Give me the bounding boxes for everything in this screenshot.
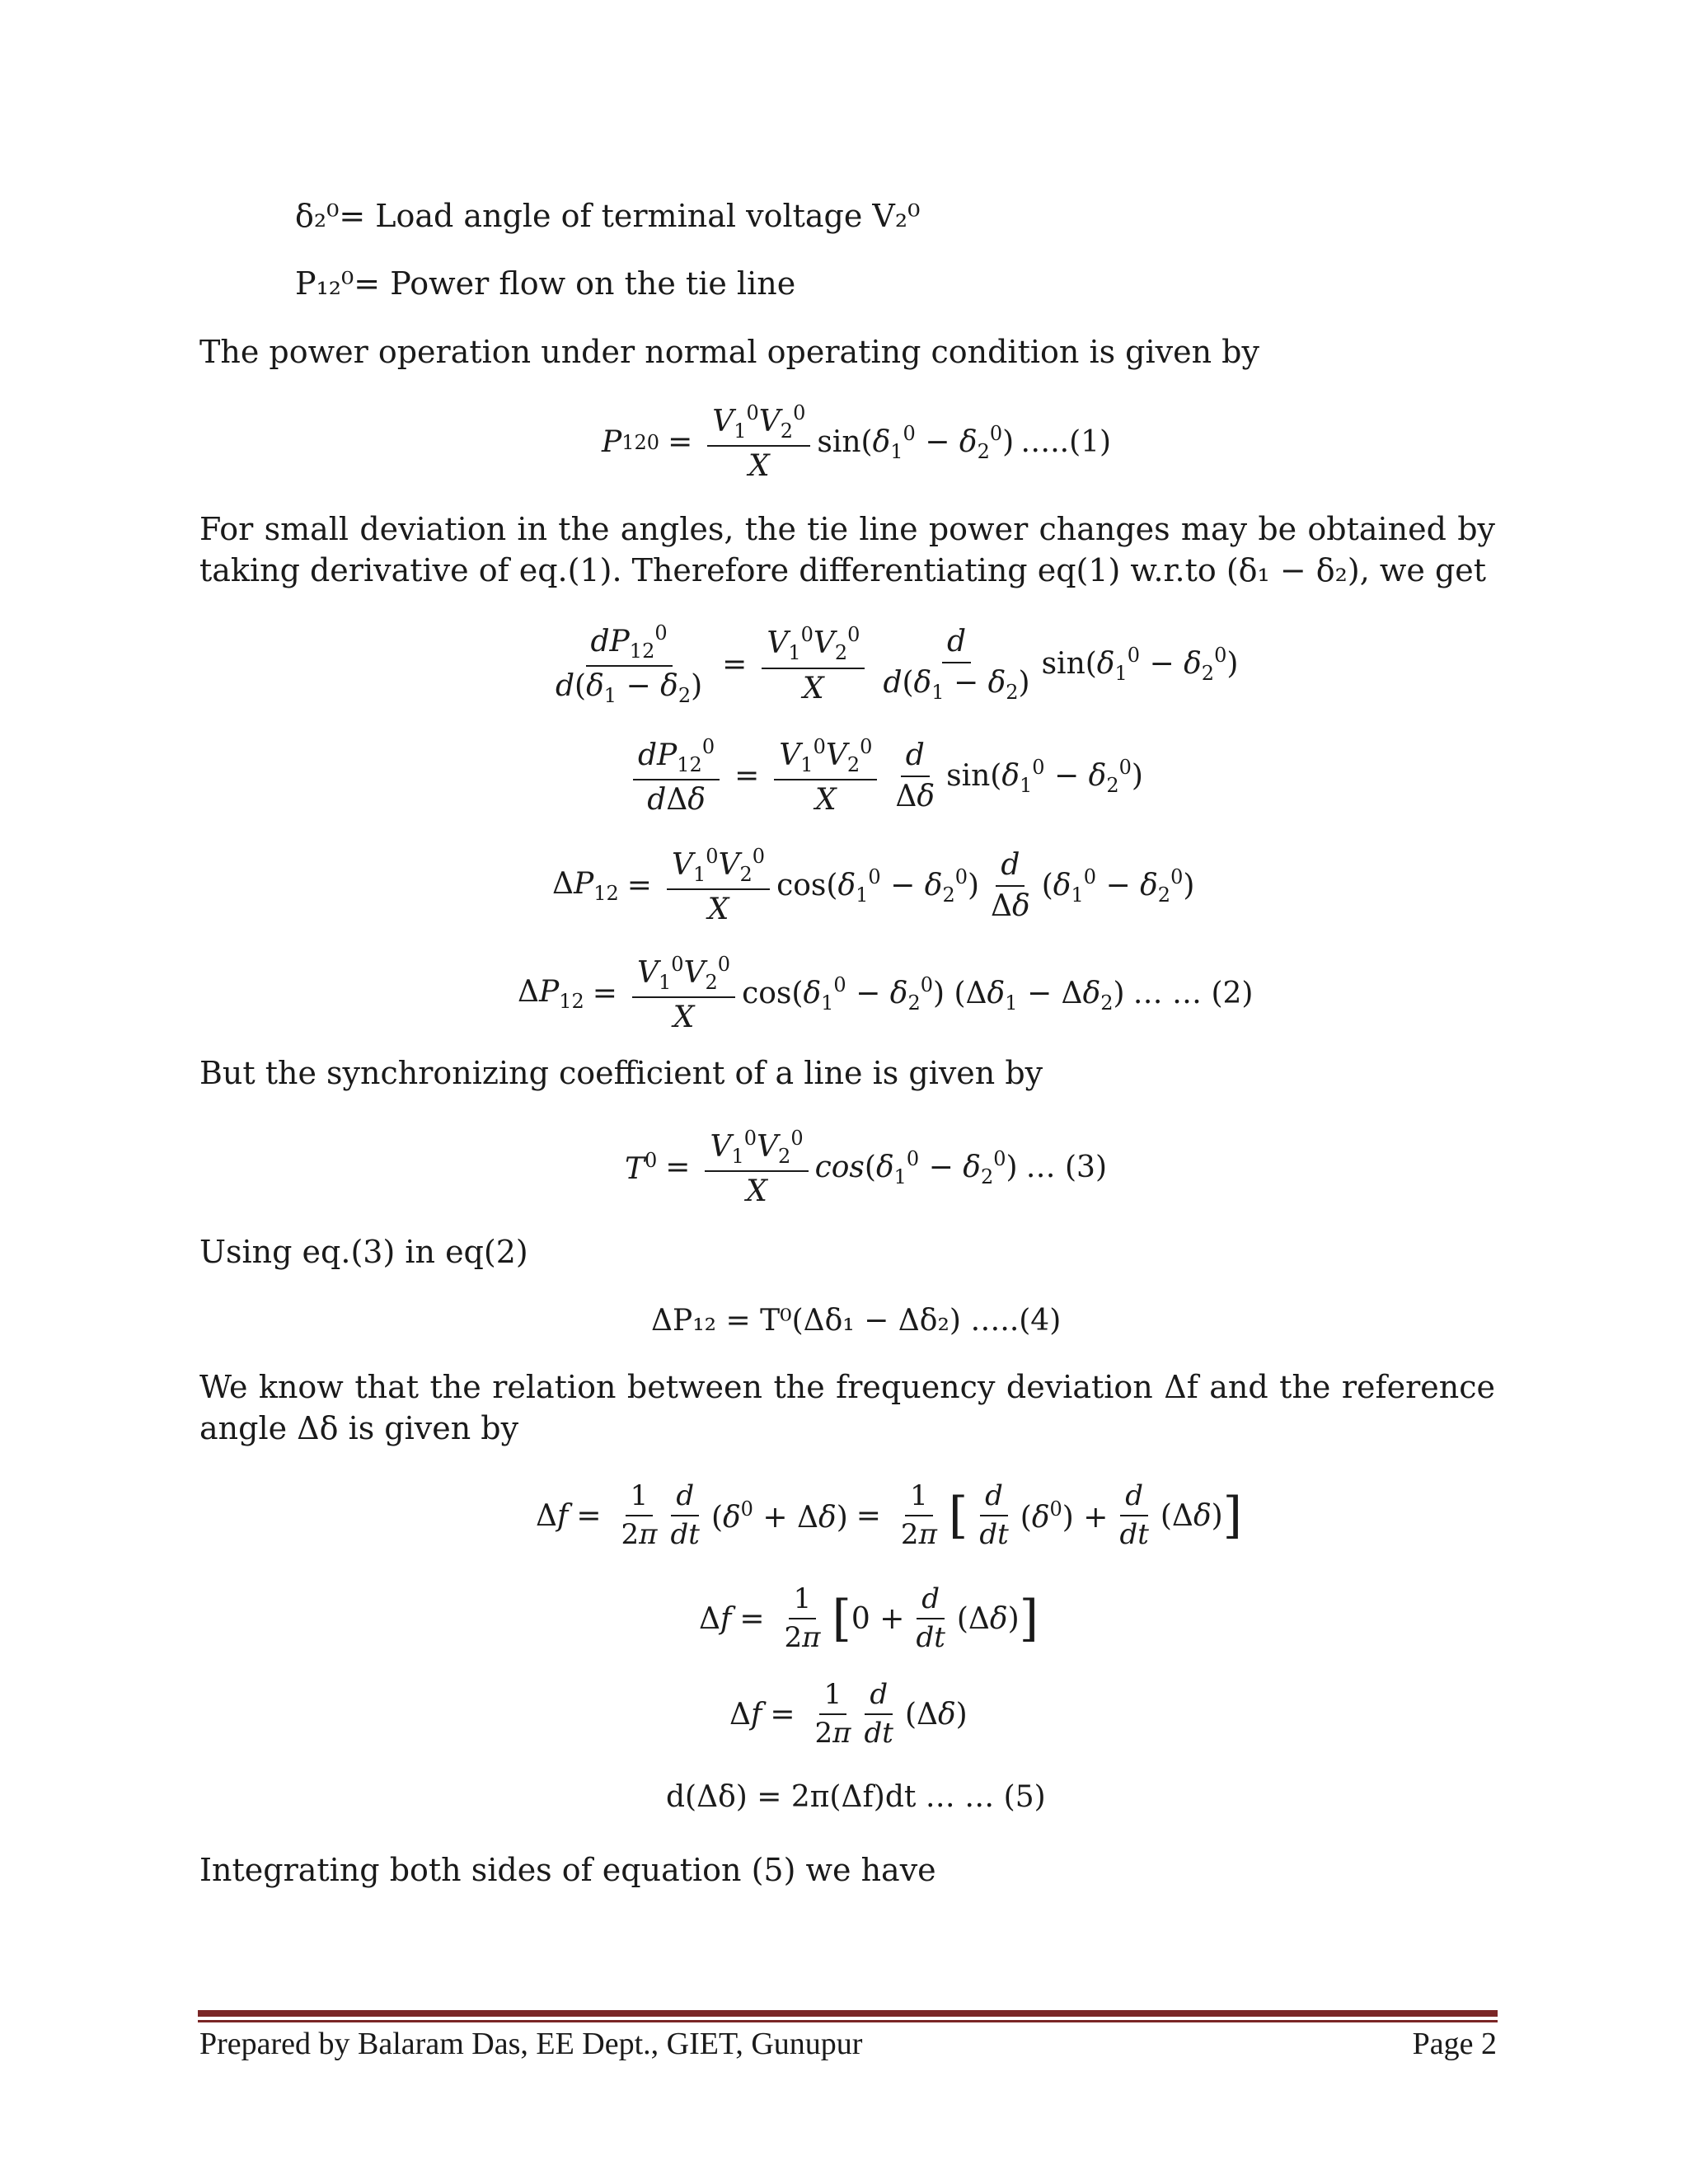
paragraph-normal-operation: The power operation under normal operating condition is given by [199,334,1259,370]
equation-4: ΔP₁₂ = T⁰(Δδ₁ − Δδ₂) …..(4) [651,1304,1062,1338]
equation-5: d(Δδ) = 2π(Δf)dt … … (5) [666,1780,1046,1814]
footer-rule-thin [198,2020,1498,2022]
definition-p12: P₁₂⁰= Power flow on the tie line [295,265,796,302]
derivation-step-3: $\Delta P_{12}$ = $\frac{V_1^0V_2^0}{X}$ $\cos(\delta_1^0 - \delta_2^0)$ $\frac{d}{\Delta\delta}$ $(\delta_1^0 - \delta_2^0)$ [552,845,1195,927]
equation-2: $\Delta P_{12}$ = $\frac{V_1^0V_2^0}{X}$ $\cos(\delta_1^0 - \delta_2^0) (\Delta\delta_1 - \Delta\delta_2)$ … … (2) [518,953,1254,1035]
equation-2-tag: … … (2) [1132,977,1254,1011]
derivation-step-1: $\frac{dP_{12}^0}{d(\delta_1 - \delta_2)}$ = $\frac{V_1^0V_2^0}{X}$ $\frac{d}{d(\delta_1 - \delta_2)}$ $\sin(\delta_1^0 - \delta_2^0)$ [556,621,1239,708]
paragraph-using-eq3: Using eq.(3) in eq(2) [199,1234,528,1270]
paragraph-frequency-relation: We know that the relation between the frequency deviation Δf and the reference angle Δδ is given by [199,1369,1495,1446]
footer-page-number: Page 2 [1412,2027,1497,2061]
equation-1-tag: …..(1) [1020,425,1112,460]
paragraph-synchronizing: But the synchronizing coefficient of a line is given by [199,1055,1043,1091]
definition-delta2: δ₂⁰= Load angle of terminal voltage V₂⁰ [295,198,921,234]
paragraph-small-deviation: For small deviation in the angles, the tie line power changes may be obtained by taking derivative of eq.(1). Therefore differentiating eq(1) w.r.to (δ₁ − δ₂), we get [199,511,1495,588]
frequency-equation-3: Δf = $\frac{1}{2\pi}$ $\frac{d}{dt}$ (Δδ) [729,1678,968,1750]
frequency-equation-1: Δf = $\frac{1}{2\pi}$ $\frac{d}{dt}$ $(\delta^0 + \Delta\delta)$ = $\frac{1}{2\pi}$ [ $\frac{d}{dt}$ $(\delta^0)$ + $\frac{d}{dt}$ (Δδ) ] [536,1479,1243,1552]
equation-3: $T^0$ = $\frac{V_1^0V_2^0}{X}$ $\cos(\delta_1^0 - \delta_2^0)$ … (3) [625,1127,1107,1209]
footer-rule-thick [198,2010,1498,2017]
equation-3-tag: … (3) [1025,1151,1107,1185]
derivation-step-2: $\frac{dP_{12}^0}{\text{dΔδ}}$ = $\frac{V_1^0V_2^0}{X}$ $\frac{d}{\Delta\delta}$ $\sin(\delta_1^0 - \delta_2^0)$ [626,736,1143,817]
paragraph-integrating: Integrating both sides of equation (5) we have [199,1852,936,1888]
equation-1: P 12 0 = $\frac{V_1^0V_2^0}{X}$ $\sin(\delta_1^0 - \delta_2^0)$ …..(1) [602,401,1112,484]
frequency-equation-2: Δf = $\frac{1}{2\pi}$ [ 0 + $\frac{d}{dt}$ (Δδ) ] [699,1582,1039,1655]
footer-author: Prepared by Balaram Das, EE Dept., GIET, Gunupur [199,2027,863,2061]
